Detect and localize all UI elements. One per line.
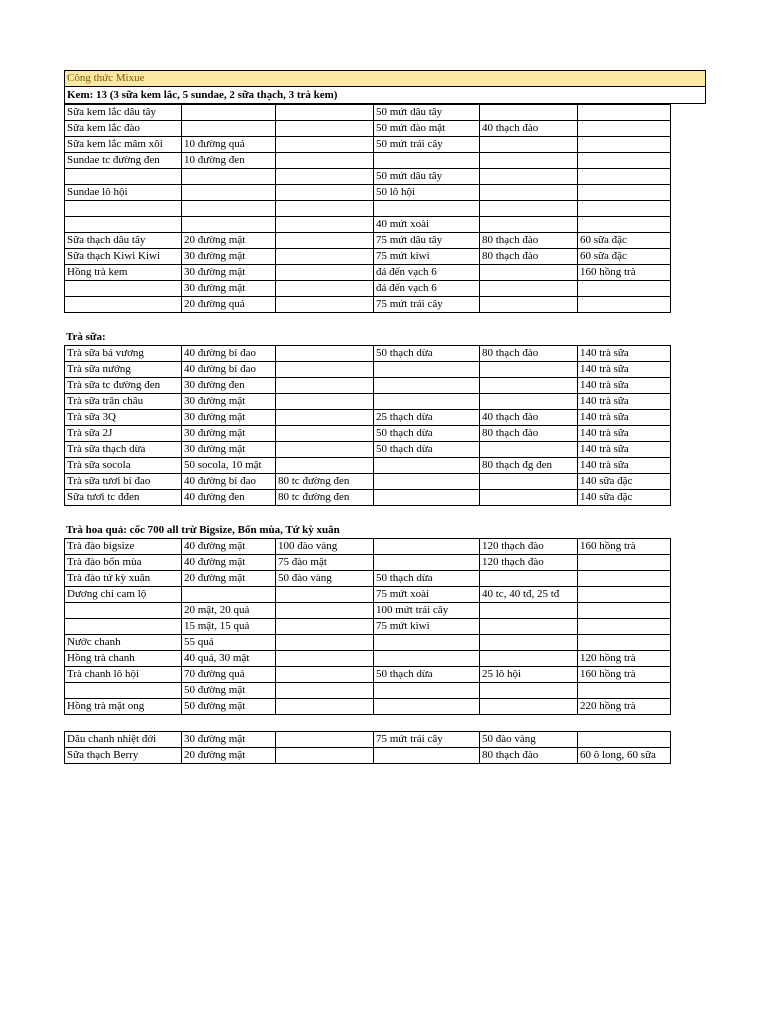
table-cell[interactable]: 160 hồng trà (578, 539, 671, 555)
table-cell[interactable] (374, 201, 480, 217)
table-cell[interactable]: Trà đào tứ kỳ xuân (65, 571, 182, 587)
table-cell[interactable]: 25 lô hội (480, 667, 578, 683)
table-cell[interactable]: 140 trà sữa (578, 362, 671, 378)
table-cell[interactable] (276, 249, 374, 265)
table-cell[interactable]: Trà sữa socola (65, 458, 182, 474)
section-heading[interactable]: Kem: 13 (3 sữa kem lắc, 5 sundae, 2 sữa thạch, 3 trà kem) (64, 87, 706, 104)
table-cell[interactable]: Sundae lô hội (65, 185, 182, 201)
table-cell[interactable] (480, 362, 578, 378)
table-row (65, 426, 671, 442)
table-cell[interactable] (480, 619, 578, 635)
table-cell[interactable] (182, 201, 276, 217)
table-cell[interactable]: 55 quả (182, 635, 276, 651)
table-cell[interactable]: 20 mật, 20 quả (182, 603, 276, 619)
table-cell[interactable] (480, 474, 578, 490)
table-cell[interactable]: 10 đường đen (182, 153, 276, 169)
table-cell[interactable] (276, 378, 374, 394)
table-cell[interactable] (182, 185, 276, 201)
recipe-table (64, 345, 671, 506)
table-cell[interactable]: 80 thạch đào (480, 748, 578, 764)
table-cell[interactable] (578, 169, 671, 185)
table-row (65, 201, 671, 217)
table-cell[interactable]: 40 đường mật (182, 555, 276, 571)
table-cell[interactable]: 80 tc đường đen (276, 474, 374, 490)
table-cell[interactable] (276, 281, 374, 297)
table-row (65, 105, 671, 121)
table-cell[interactable] (276, 667, 374, 683)
table-cell[interactable]: đá đến vạch 6 (374, 265, 480, 281)
table-cell[interactable] (182, 587, 276, 603)
table-cell[interactable]: 140 trà sữa (578, 410, 671, 426)
table-cell[interactable]: 40 thạch đào (480, 410, 578, 426)
table-cell[interactable] (276, 619, 374, 635)
table-cell[interactable]: 30 đường mật (182, 426, 276, 442)
table-cell[interactable] (276, 683, 374, 699)
table-cell[interactable]: Sữa thạch Berry (65, 748, 182, 764)
table-cell[interactable]: 20 đường quả (182, 297, 276, 313)
table-cell[interactable] (578, 297, 671, 313)
table-cell[interactable]: 50 thạch dừa (374, 442, 480, 458)
table-cell[interactable] (374, 474, 480, 490)
table-cell[interactable] (374, 651, 480, 667)
table-cell[interactable] (578, 571, 671, 587)
table-cell[interactable] (578, 217, 671, 233)
table-cell[interactable]: Nước chanh (65, 635, 182, 651)
section-spacer (64, 313, 706, 329)
table-cell[interactable] (480, 442, 578, 458)
table-row (65, 153, 671, 169)
table-cell[interactable] (480, 571, 578, 587)
table-cell[interactable]: 50 thạch dừa (374, 346, 480, 362)
table-cell[interactable]: 80 thạch đào (480, 233, 578, 249)
table-cell[interactable] (182, 121, 276, 137)
table-row (65, 683, 671, 699)
table-cell[interactable] (276, 635, 374, 651)
table-cell[interactable] (480, 683, 578, 699)
table-cell[interactable] (276, 217, 374, 233)
table-cell[interactable]: 25 thạch dừa (374, 410, 480, 426)
table-cell[interactable] (480, 490, 578, 506)
table-cell[interactable]: 60 ô long, 60 sữa (578, 748, 671, 764)
table-cell[interactable]: 140 trà sữa (578, 394, 671, 410)
table-cell[interactable] (374, 699, 480, 715)
table-cell[interactable]: Sundae tc đường đen (65, 153, 182, 169)
table-cell[interactable]: 50 mứt đào mật (374, 121, 480, 137)
table-cell[interactable] (276, 185, 374, 201)
table-row (65, 635, 671, 651)
table-cell[interactable] (374, 153, 480, 169)
section-heading[interactable]: Trà hoa quả: cốc 700 all trừ Bigsize, Bốn mùa, Tứ kỳ xuân (66, 524, 340, 536)
section-spacer (64, 715, 706, 731)
table-cell[interactable] (480, 699, 578, 715)
table-row (65, 651, 671, 667)
table-cell[interactable] (276, 732, 374, 748)
table-cell[interactable]: Trà đào bốn mùa (65, 555, 182, 571)
table-cell[interactable] (65, 619, 182, 635)
table-cell[interactable]: 75 mứt xoài (374, 587, 480, 603)
table-cell[interactable]: Sữa kem lắc đào (65, 121, 182, 137)
table-cell[interactable] (480, 105, 578, 121)
table-cell[interactable] (480, 378, 578, 394)
table-cell[interactable] (276, 297, 374, 313)
table-cell[interactable]: 50 mứt trái cây (374, 137, 480, 153)
table-cell[interactable]: 40 đường mật (182, 539, 276, 555)
table-row (65, 555, 671, 571)
table-cell[interactable] (182, 105, 276, 121)
table-cell[interactable] (480, 603, 578, 619)
section-heading[interactable]: Trà sữa: (66, 331, 106, 343)
table-row (65, 217, 671, 233)
table-cell[interactable]: 30 đường mật (182, 394, 276, 410)
table-cell[interactable] (578, 153, 671, 169)
table-cell[interactable] (480, 137, 578, 153)
table-cell[interactable] (276, 587, 374, 603)
table-cell[interactable] (374, 394, 480, 410)
recipe-sheet (64, 70, 706, 764)
table-cell[interactable]: 40 tc, 40 tđ, 25 tđ (480, 587, 578, 603)
table-cell[interactable]: 100 đào vàng (276, 539, 374, 555)
table-cell[interactable] (480, 169, 578, 185)
table-cell[interactable] (374, 683, 480, 699)
table-cell[interactable]: Trà sữa bá vương (65, 346, 182, 362)
table-cell[interactable]: 120 thạch đào (480, 555, 578, 571)
table-row (65, 571, 671, 587)
table-cell[interactable]: 50 đường mật (182, 683, 276, 699)
table-cell[interactable]: 20 đường mật (182, 233, 276, 249)
table-row (65, 185, 671, 201)
table-cell[interactable]: 15 mật, 15 quả (182, 619, 276, 635)
table-row (65, 603, 671, 619)
table-cell[interactable]: 40 đường bí đao (182, 474, 276, 490)
table-cell[interactable] (578, 201, 671, 217)
table-cell[interactable] (276, 362, 374, 378)
table-cell[interactable]: Hồng trà kem (65, 265, 182, 281)
table-cell[interactable]: 60 sữa đặc (578, 233, 671, 249)
table-row (65, 539, 671, 555)
table-cell[interactable]: 30 đường mật (182, 249, 276, 265)
table-cell[interactable] (578, 732, 671, 748)
table-cell[interactable]: 30 đường đen (182, 378, 276, 394)
table-cell[interactable]: 30 đường mật (182, 410, 276, 426)
table-cell[interactable] (65, 169, 182, 185)
table-cell[interactable] (578, 185, 671, 201)
table-cell[interactable] (65, 297, 182, 313)
table-cell[interactable] (276, 137, 374, 153)
table-cell[interactable] (480, 185, 578, 201)
table-cell[interactable] (65, 217, 182, 233)
table-cell[interactable]: 140 trà sữa (578, 458, 671, 474)
table-row (65, 587, 671, 603)
table-row (65, 474, 671, 490)
table-row (65, 748, 671, 764)
table-cell[interactable] (276, 121, 374, 137)
table-cell[interactable]: Trà sữa 2J (65, 426, 182, 442)
table-cell[interactable] (578, 619, 671, 635)
table-cell[interactable]: 50 đường mật (182, 699, 276, 715)
table-cell[interactable]: Sữa kem lắc dâu tây (65, 105, 182, 121)
table-cell[interactable]: 160 hồng trà (578, 265, 671, 281)
table-cell[interactable] (480, 651, 578, 667)
table-cell[interactable] (182, 217, 276, 233)
table-row (65, 667, 671, 683)
table-cell[interactable] (276, 699, 374, 715)
table-cell[interactable] (374, 539, 480, 555)
table-row (65, 378, 671, 394)
table-cell[interactable] (276, 265, 374, 281)
table-cell[interactable]: 60 sữa đặc (578, 249, 671, 265)
table-cell[interactable] (480, 201, 578, 217)
table-cell[interactable]: Trà sữa nướng (65, 362, 182, 378)
table-cell[interactable] (65, 281, 182, 297)
table-cell[interactable]: Sữa tươi tc đđen (65, 490, 182, 506)
table-cell[interactable]: Trà sữa tc đường đen (65, 378, 182, 394)
table-cell[interactable]: 40 mứt xoài (374, 217, 480, 233)
section-spacer (64, 506, 706, 522)
table-cell[interactable]: 30 đường mật (182, 281, 276, 297)
table-cell[interactable] (65, 201, 182, 217)
table-cell[interactable]: 50 mứt dâu tây (374, 169, 480, 185)
table-cell[interactable]: Trà sữa 3Q (65, 410, 182, 426)
table-row (65, 346, 671, 362)
table-cell[interactable]: 140 trà sữa (578, 426, 671, 442)
table-cell[interactable] (578, 587, 671, 603)
table-cell[interactable]: 50 thạch dừa (374, 571, 480, 587)
table-cell[interactable] (480, 217, 578, 233)
table-cell[interactable] (480, 394, 578, 410)
table-cell[interactable]: 50 lô hội (374, 185, 480, 201)
table-row (65, 732, 671, 748)
table-row (65, 121, 671, 137)
table-cell[interactable]: Trà đào bigsize (65, 539, 182, 555)
table-cell[interactable] (276, 651, 374, 667)
table-cell[interactable] (578, 121, 671, 137)
table-row (65, 490, 671, 506)
sheet-title[interactable]: Công thức Mixue (64, 70, 706, 87)
table-cell[interactable]: 30 đường mật (182, 732, 276, 748)
table-cell[interactable] (480, 281, 578, 297)
table-cell[interactable] (578, 105, 671, 121)
table-cell[interactable] (374, 458, 480, 474)
table-cell[interactable]: 50 thạch dừa (374, 667, 480, 683)
table-cell[interactable] (480, 635, 578, 651)
table-cell[interactable] (578, 137, 671, 153)
table-cell[interactable] (578, 683, 671, 699)
table-cell[interactable]: 75 mứt dâu tây (374, 233, 480, 249)
table-cell[interactable] (480, 153, 578, 169)
table-cell[interactable]: 80 thạch đào (480, 249, 578, 265)
table-cell[interactable]: Trà chanh lô hội (65, 667, 182, 683)
table-cell[interactable]: 140 sữa đặc (578, 490, 671, 506)
table-cell[interactable]: Trà sữa trân châu (65, 394, 182, 410)
table-cell[interactable] (276, 394, 374, 410)
table-cell[interactable] (578, 635, 671, 651)
table-cell[interactable]: Sữa kem lắc mâm xôi (65, 137, 182, 153)
table-row (65, 362, 671, 378)
table-cell[interactable] (276, 201, 374, 217)
table-cell[interactable] (276, 153, 374, 169)
recipe-table (64, 104, 671, 313)
table-cell[interactable]: Hồng trà mật ong (65, 699, 182, 715)
table-row (65, 265, 671, 281)
table-cell[interactable]: 30 đường mật (182, 442, 276, 458)
table-cell[interactable] (65, 603, 182, 619)
table-row (65, 619, 671, 635)
table-cell[interactable] (276, 410, 374, 426)
table-cell[interactable]: 40 đường đen (182, 490, 276, 506)
table-cell[interactable]: 120 thạch đào (480, 539, 578, 555)
table-cell[interactable] (480, 297, 578, 313)
table-cell[interactable] (276, 426, 374, 442)
table-cell[interactable] (374, 635, 480, 651)
table-cell[interactable] (578, 555, 671, 571)
table-row (65, 249, 671, 265)
table-cell[interactable] (374, 490, 480, 506)
table-cell[interactable]: 75 mứt trái cây (374, 732, 480, 748)
table-cell[interactable]: 75 mứt trái cây (374, 297, 480, 313)
table-cell[interactable]: Trà sữa thạch dừa (65, 442, 182, 458)
table-row (65, 410, 671, 426)
table-cell[interactable]: 40 quả, 30 mật (182, 651, 276, 667)
table-row (65, 281, 671, 297)
table-cell[interactable] (480, 265, 578, 281)
table-cell[interactable] (276, 442, 374, 458)
table-cell[interactable]: 75 đào mật (276, 555, 374, 571)
table-cell[interactable] (578, 281, 671, 297)
table-cell[interactable] (374, 555, 480, 571)
table-cell[interactable]: 50 thạch dừa (374, 426, 480, 442)
table-cell[interactable] (276, 233, 374, 249)
table-cell[interactable] (276, 603, 374, 619)
table-cell[interactable] (182, 169, 276, 185)
table-cell[interactable]: Dương chi cam lộ (65, 587, 182, 603)
table-row (65, 442, 671, 458)
sections-container (64, 87, 706, 764)
table-cell[interactable]: 140 trà sữa (578, 442, 671, 458)
table-cell[interactable]: 50 đào vàng (276, 571, 374, 587)
table-cell[interactable] (374, 748, 480, 764)
table-cell[interactable]: Sữa thạch Kiwi Kiwi (65, 249, 182, 265)
table-cell[interactable]: 50 socola, 10 mật (182, 458, 276, 474)
table-cell[interactable]: 10 đường quả (182, 137, 276, 153)
table-cell[interactable]: Dâu chanh nhiệt đới (65, 732, 182, 748)
table-cell[interactable] (374, 378, 480, 394)
table-cell[interactable]: 75 mứt kiwi (374, 619, 480, 635)
table-cell[interactable]: 160 hồng trà (578, 667, 671, 683)
table-cell[interactable]: 40 đường bí đao (182, 346, 276, 362)
table-cell[interactable]: Hồng trà chanh (65, 651, 182, 667)
table-cell[interactable]: 100 mứt trái cây (374, 603, 480, 619)
table-row (65, 297, 671, 313)
table-row (65, 137, 671, 153)
table-cell[interactable]: 20 đường mật (182, 571, 276, 587)
table-cell[interactable]: 20 đường mật (182, 748, 276, 764)
table-cell[interactable]: 75 mứt kiwi (374, 249, 480, 265)
table-cell[interactable]: 50 đào vàng (480, 732, 578, 748)
table-cell[interactable]: 40 đường bí đao (182, 362, 276, 378)
recipe-table (64, 538, 671, 715)
table-cell[interactable]: Trà sữa tươi bí đao (65, 474, 182, 490)
table-cell[interactable]: 80 thạch đg đen (480, 458, 578, 474)
table-cell[interactable]: 220 hồng trà (578, 699, 671, 715)
table-cell[interactable]: 80 tc đường đen (276, 490, 374, 506)
recipe-table (64, 731, 671, 764)
table-row (65, 394, 671, 410)
table-row (65, 169, 671, 185)
table-cell[interactable]: 40 thạch đào (480, 121, 578, 137)
table-cell[interactable] (374, 362, 480, 378)
table-cell[interactable]: đá đến vạch 6 (374, 281, 480, 297)
table-cell[interactable]: Sữa thạch dâu tây (65, 233, 182, 249)
table-cell[interactable] (276, 169, 374, 185)
table-row (65, 699, 671, 715)
table-cell[interactable] (65, 683, 182, 699)
table-cell[interactable] (578, 603, 671, 619)
table-cell[interactable]: 140 trà sữa (578, 378, 671, 394)
table-cell[interactable] (276, 346, 374, 362)
table-cell[interactable] (276, 458, 374, 474)
table-row (65, 458, 671, 474)
table-cell[interactable]: 50 mứt dâu tây (374, 105, 480, 121)
table-cell[interactable] (276, 748, 374, 764)
table-cell[interactable] (276, 105, 374, 121)
table-cell[interactable]: 140 trà sữa (578, 346, 671, 362)
table-cell[interactable]: 70 đường quả (182, 667, 276, 683)
table-cell[interactable]: 80 thạch đào (480, 346, 578, 362)
table-row (65, 233, 671, 249)
table-cell[interactable]: 140 sữa đặc (578, 474, 671, 490)
table-cell[interactable]: 80 thạch đào (480, 426, 578, 442)
table-cell[interactable]: 30 đường mật (182, 265, 276, 281)
table-cell[interactable]: 120 hồng trà (578, 651, 671, 667)
